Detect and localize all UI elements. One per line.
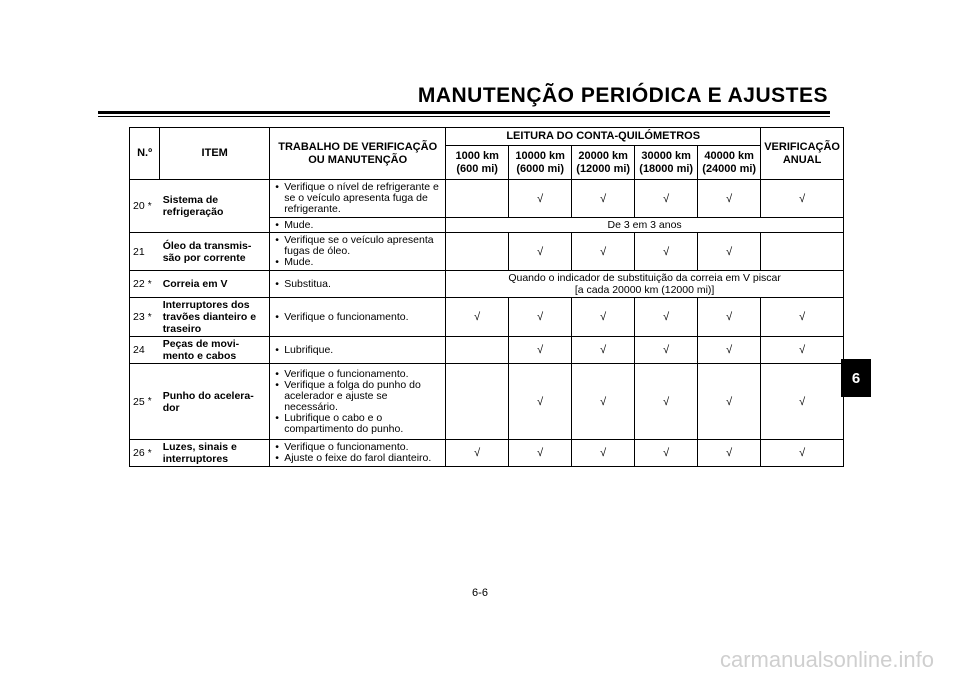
row-item: Correia em V: [160, 271, 270, 298]
check-mark: √: [509, 180, 572, 218]
title-rule: [98, 111, 830, 114]
check-mark: √: [635, 298, 698, 337]
star-mark: *: [148, 364, 160, 440]
row-item: Luzes, sinais e interruptores: [160, 440, 270, 467]
work-step: • Verifique o funcionamento.: [284, 312, 442, 323]
row-item: Peças de movi-mento e cabos: [160, 337, 270, 364]
row-item: Sistema de refrigeração: [160, 180, 270, 233]
check-mark: √: [509, 440, 572, 467]
check-mark: √: [572, 180, 635, 218]
check-mark: √: [446, 440, 509, 467]
header-annual: VERIFICAÇÃO ANUAL: [761, 128, 844, 180]
check-mark: √: [698, 298, 761, 337]
work-step: • Verifique a folga do punho do acelerador e ajuste se necessário.: [284, 380, 442, 413]
header-km-5: 40000 km (24000 mi): [698, 146, 761, 180]
work-step: • Mude.: [284, 220, 442, 231]
row-number: 23: [130, 298, 148, 337]
check-mark: √: [572, 337, 635, 364]
work-step: • Lubrifique o cabo e o compartimento do punho.: [284, 413, 442, 435]
work-step: • Verifique o funcionamento.: [284, 369, 442, 380]
row-item: Punho do acelera-dor: [160, 364, 270, 440]
title-rule-thin: [98, 116, 830, 117]
check-mark: √: [698, 180, 761, 218]
interval-note: Quando o indicador de substituição da correia em V piscar [a cada 20000 km (12000 mi)]: [446, 271, 844, 298]
watermark: carmanualsonline.info: [719, 647, 934, 672]
check-mark: √: [572, 233, 635, 271]
check-mark: √: [635, 180, 698, 218]
star-mark: *: [148, 298, 160, 337]
check-mark: √: [698, 440, 761, 467]
chapter-tab[interactable]: 6: [841, 359, 871, 397]
check-mark: √: [635, 364, 698, 440]
check-mark: √: [761, 180, 844, 218]
star-mark: [148, 337, 160, 364]
header-km-4: 30000 km (18000 mi): [635, 146, 698, 180]
page-number: 6-6: [472, 587, 488, 599]
row-number: 26: [130, 440, 148, 467]
check-mark: √: [509, 233, 572, 271]
header-odometer: LEITURA DO CONTA-QUILÓMETROS: [446, 128, 761, 146]
star-mark: [148, 233, 160, 271]
interval-note: De 3 em 3 anos: [446, 218, 844, 233]
check-mark: √: [698, 337, 761, 364]
row-number: 25: [130, 364, 148, 440]
check-mark: √: [761, 364, 844, 440]
check-mark: √: [698, 364, 761, 440]
star-mark: *: [148, 271, 160, 298]
work-step: • Lubrifique.: [284, 345, 442, 356]
check-mark: √: [635, 233, 698, 271]
work-step: • Verifique o nível de refrigerante e se o veículo apresenta fuga de refrigerante.: [284, 182, 442, 215]
work-step: • Verifique se o veículo apresenta fugas de óleo.: [284, 235, 442, 257]
work-step: • Substitua.: [284, 279, 442, 290]
check-mark: √: [761, 298, 844, 337]
row-number: 22: [130, 271, 148, 298]
star-mark: *: [148, 180, 160, 233]
check-mark: √: [761, 337, 844, 364]
table-row: [130, 337, 844, 364]
check-mark: √: [635, 337, 698, 364]
table-row: [130, 233, 844, 271]
row-item: Interruptores dos travões dianteiro e traseiro: [160, 298, 270, 337]
check-mark: √: [572, 298, 635, 337]
table-row: [130, 298, 844, 337]
row-number: 24: [130, 337, 148, 364]
check-mark: √: [761, 440, 844, 467]
table-row: [130, 364, 844, 440]
check-mark: √: [509, 364, 572, 440]
check-mark: √: [572, 440, 635, 467]
work-step: • Mude.: [284, 257, 442, 268]
check-mark: √: [698, 233, 761, 271]
row-item: Óleo da transmis-são por corrente: [160, 233, 270, 271]
work-step: • Ajuste o feixe do farol dianteiro.: [284, 453, 442, 464]
row-number: 20: [130, 180, 148, 233]
header-no: N.º: [130, 128, 160, 180]
header-km-3: 20000 km (12000 mi): [572, 146, 635, 180]
check-mark: √: [572, 364, 635, 440]
check-mark: √: [509, 337, 572, 364]
table-row: [130, 271, 844, 298]
page-title: MANUTENÇÃO PERIÓDICA E AJUSTES: [417, 84, 828, 107]
table-row: [130, 180, 844, 218]
maintenance-table: [129, 127, 844, 467]
check-mark: √: [446, 298, 509, 337]
star-mark: *: [148, 440, 160, 467]
check-mark: √: [509, 298, 572, 337]
table-row: [130, 440, 844, 467]
check-mark: √: [635, 440, 698, 467]
row-number: 21: [130, 233, 148, 271]
work-step: • Verifique o funcionamento.: [284, 442, 442, 453]
header-work: TRABALHO DE VERIFICAÇÃO OU MANUTENÇÃO: [270, 128, 446, 180]
header-km-2: 10000 km (6000 mi): [509, 146, 572, 180]
header-km-1: 1000 km (600 mi): [446, 146, 509, 180]
header-item: ITEM: [160, 128, 270, 180]
